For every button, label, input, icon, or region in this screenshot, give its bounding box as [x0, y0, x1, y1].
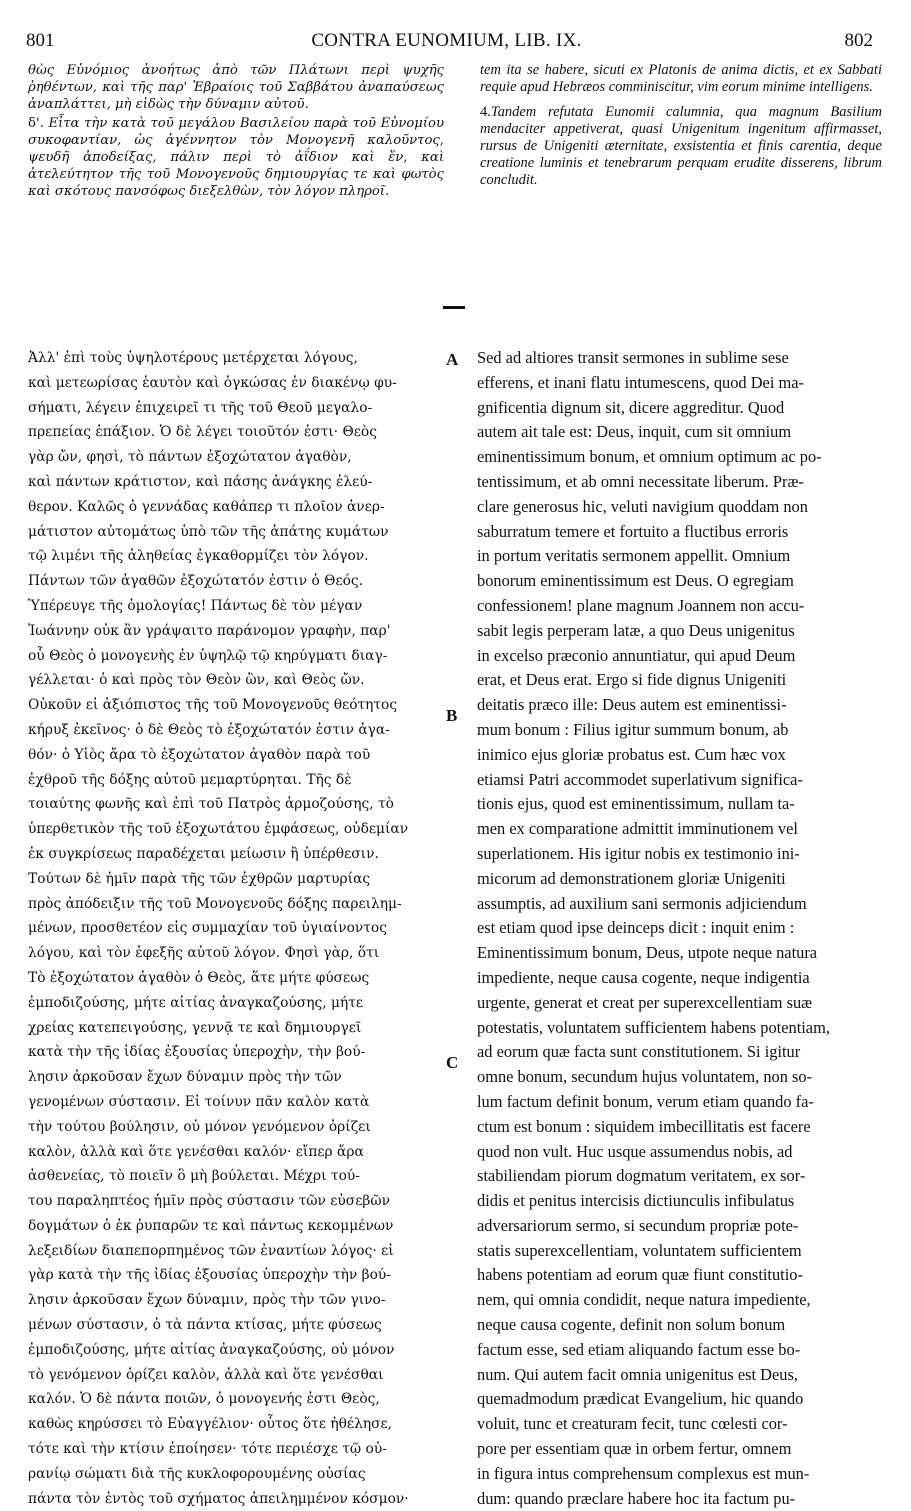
greek-text-line: οὗ Θεὸς ὁ μονογενὴς ἐν ὑψηλῷ τῷ κηρύγματι διαγ- — [28, 647, 388, 664]
greek-text-line: τῷ λιμένι τῆς ἀληθείας ἐγκαθορμίζει τὸν λόγον. — [28, 548, 369, 565]
latin-text-line: efferens, et inani flatu intumescens, quod Dei ma- — [477, 372, 804, 392]
greek-text-line: χρείας κατεπειγούσης, γεννᾷ τε καὶ δημιουργεῖ — [28, 1019, 362, 1036]
latin-summary-item-4 — [480, 104, 882, 189]
latin-text-line: in portum veritatis sermonem appellit. Omnium — [477, 546, 791, 566]
greek-text-line: ρανίῳ σώματι διὰ τῆς κυκλοφορουμένης οὐσίας — [28, 1465, 366, 1482]
greek-text-line: γέλλεται· ὁ καὶ πρὸς τὸν Θεὸν ὢν, καὶ Θεὸς ὤν. — [28, 672, 365, 689]
greek-text-line: καθὼς κηρύσσει τὸ Εὐαγγέλιον· οὗτος ὅτε ἠθέλησε, — [28, 1416, 393, 1433]
greek-text-line: σήματι, λέγειν ἐπιχειρεῖ τι τῆς τοῦ Θεοῦ μεγαλο- — [28, 399, 373, 416]
running-title: CONTRA EUNOMIUM, LIB. IX. — [311, 30, 582, 51]
latin-text-line: pore per essentiam quæ in orbem fertur, omnem — [477, 1439, 792, 1459]
latin-text-line: quod non vult. Huc usque assumendus nobis, ad — [477, 1141, 793, 1161]
greek-text-line: γὰρ ὤν, φησὶ, τὸ πάντων ἐξοχώτατον ἀγαθὸν, — [28, 449, 352, 466]
greek-text-line: δογμάτων ὁ ἐκ ῥυπαρῶν τε καὶ πάντως κεκομμένων — [28, 1217, 394, 1234]
latin-summary — [480, 62, 882, 189]
latin-text-line: etiamsi Patri accommodet superlativum significa- — [477, 769, 803, 789]
greek-text-line: Τούτων δὲ ἡμῖν παρὰ τῆς τῶν ἐχθρῶν μαρτυρίας — [28, 870, 371, 887]
greek-text-line: καὶ μετεωρίσας ἑαυτὸν καὶ ὀγκώσας ἐν διακένῳ φυ- — [28, 374, 397, 391]
greek-text-line: τοιαύτης φωνῆς καὶ ἐπὶ τοῦ Πατρὸς ἁρμοζούσης, τὸ — [28, 796, 394, 813]
latin-text-line: factum esse, sed etiam aliquando factum esse bo- — [477, 1339, 801, 1359]
latin-text-line: autem ait tale est: Deus, inquit, cum sit omnium — [477, 422, 792, 442]
latin-text-line: statis superexcellentiam, voluntatem sufficientem — [477, 1240, 802, 1260]
greek-text-line: ἐχθροῦ τῆς δόξης αὐτοῦ μεμαρτύρηται. Τῆς δὲ — [28, 771, 352, 788]
greek-summary — [28, 62, 444, 200]
latin-text-line: tentissimum, et ab omni necessitate liberum. Præ- — [477, 471, 804, 491]
latin-text-line: deitatis præco ille: Deus autem est eminentissi- — [477, 695, 787, 715]
greek-text-line: κατὰ τὴν τῆς ἰδίας ἐξουσίας ὑπεροχὴν, τὴν βού- — [28, 1044, 366, 1061]
greek-text-line: Ὑπέρευγε τῆς ὁμολογίας! Πάντως δὲ τὸν μέγαν — [28, 597, 363, 614]
greek-text-line: λόγου, καὶ τὸν ἐφεξῆς αὐτοῦ λόγον. Φησὶ γὰρ, ὅτι — [28, 945, 380, 962]
greek-text-line: ὑπερθετικὸν τῆς τοῦ ἐξοχωτάτου ἐμφάσεως, οὐδεμίαν — [28, 821, 409, 838]
greek-text-line: του παραληπτέος ἡμῖν πρὸς σύστασιν τῶν εὐσεβῶν — [28, 1193, 390, 1210]
greek-text-line: πρὸς ἀπόδειξιν τῆς τοῦ Μονογενοῦς δόξης παρειλημ- — [28, 895, 402, 912]
page-number-right: 802 — [844, 30, 873, 51]
greek-text-line: καὶ πάντων κράτιστον, καὶ πάσης ἀνάγκης ἐλεύ- — [28, 473, 373, 490]
latin-text-line: ad eorum quæ facta sunt constitutionem. Si igitur — [477, 1042, 801, 1062]
greek-text-line: θόν· ὁ Υἱὸς ἄρα τὸ ἐξοχώτατον ἀγαθὸν παρὰ τοῦ — [28, 746, 371, 763]
greek-text-line: κήρυξ ἐκεῖνος· ὁ δὲ Θεὸς τὸ ἐξοχώτατόν ἐστιν ἀγα- — [28, 721, 390, 738]
latin-text-line: assumptis, ad auxilium sani sermonis adjiciendum — [477, 893, 807, 913]
latin-text-line: omne bonum, secundum hujus voluntatem, non so- — [477, 1067, 813, 1087]
latin-text-line: micorum ad demonstrationem gloriæ Unigeniti — [477, 868, 786, 888]
latin-text-line: lum factum definit bonum, verum etiam quando fa- — [477, 1091, 814, 1111]
latin-text-line: neque causa cogente, definit non solum bonum — [477, 1315, 786, 1335]
greek-text-column — [28, 346, 440, 1511]
latin-text-line: confessionem! plane magnum Joannem non accu- — [477, 595, 805, 615]
greek-text-line: θερον. Καλῶς ὁ γεννάδας καθάπερ τι πλοῖον ἀνερ- — [28, 498, 385, 515]
greek-text-line: Ἰωάννην οὐκ ἂν γράψαιτο παράνομον γραφὴν, παρ' — [28, 622, 391, 639]
latin-text-line: sabit legis perperam latæ, a quo Deus unigenitus — [477, 620, 795, 640]
latin-text-line: ctum est bonum : siquidem imbecillitatis est facere — [477, 1116, 811, 1136]
latin-text-column — [477, 346, 881, 1511]
greek-text-line: γὰρ κατὰ τὴν τῆς ἰδίας ἐξουσίας ὑπεροχὴν τὴν βού- — [28, 1267, 391, 1284]
greek-summary-item-3-tail: θὼς Εὐνόμιος ἀνοήτως ἀπὸ τῶν Πλάτωνι περὶ ψυχῆς ῥηθέντων, καὶ τῆς παρ' Ἑβραίοις τοῦ Σαββάτου ἀναπαύσεως ἀναπλάττει, μὴ εἰδὼς τὴν δύναμιν αὐτοῦ. — [28, 63, 444, 112]
greek-text-line: ἀσθενείας, τὸ ποιεῖν ὃ μὴ βούλεται. Μέχρι τού- — [28, 1168, 360, 1185]
greek-text-line: πάντα τὸν ἐντὸς τοῦ σχήματος ἀπειλημμένον κόσμον· — [28, 1490, 409, 1507]
section-divider — [443, 306, 465, 309]
latin-text-line: est etiam quod ipse deinceps dicit : inquit enim : — [477, 918, 795, 938]
page-number-left: 801 — [26, 30, 55, 51]
greek-text-line: μένων σύστασιν, ὁ τὰ πάντα κτίσας, μήτε φύσεως — [28, 1317, 382, 1334]
latin-summary-item-4-number: 4. — [480, 104, 491, 120]
latin-text-line: didis et penitus intercisis dictiunculis infibulatus — [477, 1191, 795, 1211]
latin-text-line: quemadmodum prædicat Evangelium, hic quando — [477, 1389, 804, 1409]
latin-text-line: habens potentiam ad eorum quæ fiunt constitutio- — [477, 1265, 803, 1285]
greek-text-line: πρεπείας ἐπάξιον. Ὁ δὲ λέγει τοιοῦτόν ἐστι· Θεὸς — [28, 424, 377, 441]
latin-text-line: dum: quando præclare habere hoc ita factum pu- — [477, 1488, 796, 1508]
greek-text-line: τὸ γενόμενον ὁρίζει καλὸν, ἀλλὰ καὶ ὅτε γενέσθαι — [28, 1366, 384, 1383]
latin-text-line: mum bonum : Filius igitur summum bonum, ab — [477, 719, 789, 739]
greek-text-line: τότε καὶ τὴν κτίσιν ἐποίησεν· τότε περιέσχε τῷ οὐ- — [28, 1441, 387, 1458]
latin-text-line: bonorum eminentissimum est Deus. O egregiam — [477, 571, 794, 591]
latin-text-line: urgente, generat et creat per superexcellentiam suæ — [477, 992, 813, 1012]
greek-text-line: Οὐκοῦν εἰ ἀξιόπιστος τῆς τοῦ Μονογενοῦς θεότητος — [28, 697, 398, 714]
greek-text-line: λεξειδίων διαπεπορπημένος τῶν ἐναντίων λόγος· εἰ — [28, 1242, 394, 1259]
greek-text-line: ἐμποδιζούσης, μήτε αἰτίας ἀναγκαζούσης, μήτε — [28, 994, 363, 1011]
greek-text-line: γενομένων σύστασιν. Εἰ τοίνυν πᾶν καλὸν κατὰ — [28, 1093, 370, 1110]
section-marker-c: C — [446, 1053, 459, 1072]
greek-text-line: τὴν τούτου βούλησιν, οὐ μόνον γενόμενον ὁρίζει — [28, 1118, 371, 1135]
latin-text-line: men ex comparatione admittit imminutionem vel — [477, 819, 798, 839]
latin-text-line: in figura intus comprehensum complexus est mun- — [477, 1463, 810, 1483]
latin-text-line: impediente, neque causa cogente, neque indigentia — [477, 967, 810, 987]
greek-text-line: λησιν ἀρκοῦσαν ἔχων δύναμιν πρὸς τὴν τῶν — [28, 1069, 342, 1086]
greek-summary-item-4-number: δ'. — [28, 116, 44, 131]
latin-text-line: Sed ad altiores transit sermones in sublime sese — [477, 348, 789, 367]
latin-text-line: clare generosus hic, veluti navigium quoddam non — [477, 496, 808, 516]
latin-text-line: in excelso præconio annuntiatur, qui apud Deum — [477, 645, 796, 665]
latin-text-line: Eminentissimum bonum, Deus, utpote neque natura — [477, 943, 818, 963]
greek-summary-item-4 — [28, 115, 444, 200]
greek-text-line: λησιν ἀρκοῦσαν ἔχων δύναμιν, πρὸς τὴν τῶν γινο- — [28, 1292, 386, 1309]
greek-text-line: καλὸν, ἀλλὰ καὶ ὅτε γενέσθαι καλόν· εἴπερ ἄρα — [28, 1143, 364, 1160]
latin-text-line: tionis ejus, quod est eminentissimum, nullam ta- — [477, 794, 795, 814]
latin-text-line: eminentissimum bonum, et omnium optimum ac po- — [477, 447, 822, 467]
greek-text-line: μένων, προσθετέον εἰς συμμαχίαν τοῦ ὑγιαίνοντος — [28, 920, 387, 937]
latin-text-line: stabiliendam piorum dogmatum veritatem, ex sor- — [477, 1166, 806, 1186]
greek-text-line: ἐμποδιζούσης, μήτε αἰτίας ἀναγκαζούσης, οὐ μόνον — [28, 1341, 395, 1358]
greek-text-line: μάτιστον αὐτομάτως ὑπὸ τῶν τῆς ἀπάτης κυμάτων — [28, 523, 389, 540]
latin-text-line: saburratum temere et fortuito a fluctibus erroris — [477, 521, 789, 541]
running-header — [20, 30, 873, 56]
latin-summary-item-4-text: Tandem refutata Eunomii calumnia, qua magnum Basilium mendaciter appetiverat, quasi Unigenitum ingenitum affirmasset, rursus de Unigeniti æternitate, exsistentia et finis carentia, deque creatione luminis et tenebrarum perquam erudite disserens, librum concludit. — [480, 104, 882, 188]
latin-summary-item-3-tail: tem ita se habere, sicuti ex Platonis de anima dictis, et ex Sabbati requie apud Hebræos comminiscitur, vim eorum minime intelligens. — [480, 62, 882, 95]
greek-text-line: Πάντων τῶν ἀγαθῶν ἐξοχώτατόν ἐστιν ὁ Θεός. — [28, 573, 364, 590]
greek-text-line: καλόν. Ὁ δὲ πάντα ποιῶν, ὁ μονογενής ἐστι Θεὸς, — [28, 1391, 380, 1408]
latin-text-line: num. Qui autem facit omnia unigenitus est Deus, — [477, 1364, 798, 1384]
greek-summary-item-4-text: Εἶτα τὴν κατὰ τοῦ μεγάλου Βασιλείου παρὰ τοῦ Εὐνομίου συκοφαντίαν, ὡς ἀγέννητον τὸν Μονογενῆ καλοῦντος, ψευδῆ ἀποδείξας, πάλιν περὶ τὸ ἀΐδιον καὶ ἕν, καὶ ἀτελεύτητον τῆς τοῦ Μονογενοῦς δημιουργίας τε καὶ φωτὸς καὶ σκότους πανσόφως διεξελθὼν, τὸν λόγον πληροῖ. — [28, 116, 444, 199]
latin-text-line: adversariorum sermo, si secundum propriæ pote- — [477, 1215, 799, 1235]
latin-text-line: inimico ejus gloriæ probatus est. Cum hæc vox — [477, 744, 786, 764]
latin-text-line: superlationem. His igitur nobis ex testimonio ini- — [477, 843, 800, 863]
section-marker-a: A — [446, 350, 459, 369]
greek-text-line: ἐκ συγκρίσεως παραδέχεται μείωσιν ἢ ὑπέρθεσιν. — [28, 845, 379, 862]
greek-text-line: Τὸ ἐξοχώτατον ἀγαθὸν ὁ Θεὸς, ἅτε μήτε φύσεως — [28, 969, 370, 986]
latin-text-line: nem, qui omnia condidit, neque natura impediente, — [477, 1290, 811, 1310]
latin-text-line: potestatis, voluntatem sufficientem habens potentiam, — [477, 1017, 830, 1037]
latin-text-line: voluit, tunc et creaturam fecit, tunc cœlesti cor- — [477, 1414, 788, 1434]
latin-text-line: gnificentia dignum sit, dicere aggreditur. Quod — [477, 397, 785, 417]
latin-text-line: erat, et Deus erat. Ergo si fide dignus Unigeniti — [477, 670, 787, 690]
section-marker-b: B — [446, 706, 458, 725]
greek-text-line: Ἀλλ' ἐπὶ τοὺς ὑψηλοτέρους μετέρχεται λόγους, — [28, 350, 358, 366]
